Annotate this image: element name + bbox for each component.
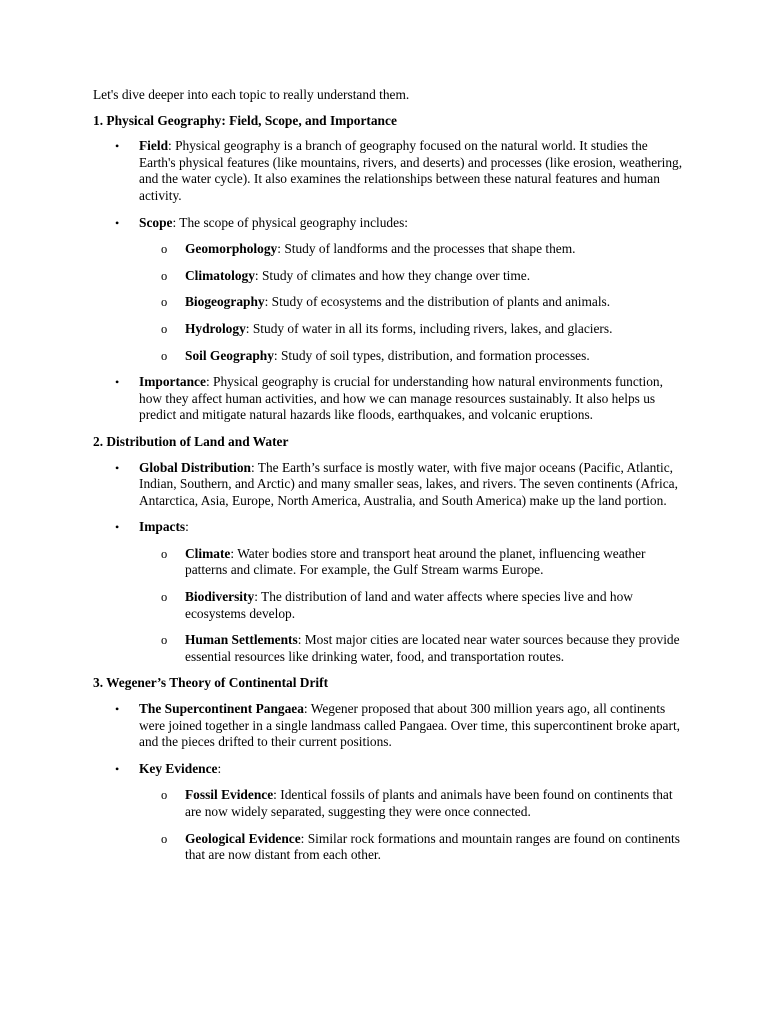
sub-item-term: Fossil Evidence — [185, 787, 274, 803]
item-term: Scope — [139, 214, 173, 230]
list-item — [93, 701, 683, 751]
circle-bullet-icon: o — [161, 831, 168, 846]
item-term: Impacts — [139, 519, 186, 535]
bullet-icon: • — [115, 375, 120, 390]
bullet-icon: • — [115, 702, 120, 717]
circle-bullet-icon: o — [161, 268, 168, 283]
list-item — [93, 460, 683, 510]
sub-item-text: : Study of soil types, distribution, and formation processes. — [273, 347, 590, 363]
list-item — [93, 374, 683, 424]
section-heading: 1. Physical Geography: Field, Scope, and Importance — [93, 112, 397, 128]
sub-item-term: Human Settlements — [185, 632, 298, 648]
list-item — [93, 215, 683, 365]
sub-list-item — [139, 632, 683, 665]
sub-list-item — [139, 589, 683, 622]
sub-list-item — [139, 268, 683, 285]
intro-paragraph: Let's dive deeper into each topic to really understand them. — [93, 87, 410, 102]
sub-item-term: Biogeography — [185, 294, 265, 310]
sub-list-item — [139, 787, 683, 820]
circle-bullet-icon: o — [161, 295, 168, 310]
sub-item-term: Soil Geography — [185, 347, 274, 363]
item-text: : The Earth’s surface is mostly water, with five major oceans (Pacific, Atlantic, Indian, Southern, and Arctic) and many smaller seas, lakes, and rivers. The seven continents (Africa, Antarctica, Asia, Europe, North America, Australia, and South America) make up the land portion. — [139, 459, 678, 508]
sub-item-term: Climate — [185, 545, 231, 561]
bullet-icon: • — [115, 460, 120, 475]
sub-list-item — [139, 321, 683, 338]
list-item — [93, 761, 683, 864]
circle-bullet-icon: o — [161, 788, 168, 803]
sub-item-term: Biodiversity — [185, 589, 255, 605]
bullet-icon: • — [115, 139, 120, 154]
sub-list-item — [139, 241, 683, 258]
circle-bullet-icon: o — [161, 348, 168, 363]
sub-list-item — [139, 831, 683, 864]
sub-item-text: : Most major cities are located near water sources because they provide essential resources like drinking water, food, and transportation routes. — [185, 632, 680, 664]
section-heading: 3. Wegener’s Theory of Continental Drift — [93, 675, 329, 691]
item-text: : The scope of physical geography includes: — [172, 214, 408, 230]
circle-bullet-icon: o — [161, 546, 168, 561]
item-term: The Supercontinent Pangaea — [139, 701, 304, 717]
sub-item-text: : Study of ecosystems and the distribution of plants and animals. — [264, 294, 611, 310]
sub-list-item — [139, 348, 683, 365]
bullet-list — [93, 460, 683, 666]
bullet-list — [93, 701, 683, 864]
item-term: Field — [139, 138, 169, 154]
item-text: : — [185, 519, 189, 535]
bullet-icon: • — [115, 761, 120, 776]
section-heading: 2. Distribution of Land and Water — [93, 433, 289, 449]
sub-item-text: : Study of landforms and the processes that shape them. — [277, 241, 576, 257]
sub-item-term: Geological Evidence — [185, 830, 301, 846]
item-text: : Physical geography is crucial for understanding how natural environments function, how they affect human activities, and how we can manage resources sustainably. It also helps us predict and mitigate natural hazards like floods, earthquakes, and volcanic eruptions. — [139, 374, 663, 423]
circle-bullet-icon: o — [161, 321, 168, 336]
sub-bullet-list — [139, 787, 683, 863]
sub-item-text: : Study of water in all its forms, including rivers, lakes, and glaciers. — [245, 320, 613, 336]
item-text: : — [217, 760, 222, 776]
item-term: Key Evidence — [139, 760, 218, 776]
sub-item-text: : Similar rock formations and mountain ranges are found on continents that are now distant from each other. — [185, 830, 680, 863]
circle-bullet-icon: o — [161, 242, 168, 257]
sub-list-item — [139, 546, 683, 579]
bullet-icon: • — [115, 215, 120, 230]
item-term: Global Distribution — [139, 459, 251, 475]
list-item — [93, 138, 683, 204]
sub-item-text: : The distribution of land and water affects where species live and how ecosystems develop. — [185, 589, 633, 621]
circle-bullet-icon: o — [161, 633, 168, 648]
bullet-icon: • — [115, 520, 120, 535]
sub-item-text: : Water bodies store and transport heat around the planet, influencing weather patterns and climate. For example, the Gulf Stream warms Europe. — [185, 545, 646, 578]
sub-list-item — [139, 294, 683, 311]
sub-item-term: Geomorphology — [185, 241, 278, 257]
sub-item-text: : Study of climates and how they change over time. — [254, 267, 531, 283]
circle-bullet-icon: o — [161, 590, 168, 605]
bullet-list — [93, 138, 683, 424]
item-text: : Physical geography is a branch of geography focused on the natural world. It studies the Earth's physical features (like mountains, rivers, and deserts) and processes (like erosion, weathering, and the water cycle). It also examines the relationships between these natural features and human activity. — [139, 138, 683, 203]
item-term: Importance — [139, 374, 206, 390]
document-page — [93, 87, 683, 874]
sub-bullet-list — [139, 241, 683, 364]
list-item — [93, 519, 683, 665]
sub-bullet-list — [139, 546, 683, 666]
sub-item-text: : Identical fossils of plants and animals have been found on continents that are now widely separated, suggesting they were once connected. — [185, 787, 673, 819]
sub-item-term: Climatology — [185, 267, 255, 283]
item-text: : Wegener proposed that about 300 million years ago, all continents were joined together in a single landmass called Pangaea. Over time, this supercontinent broke apart, and the pieces drifted to their current positions. — [139, 701, 681, 750]
sub-item-term: Hydrology — [185, 320, 246, 336]
